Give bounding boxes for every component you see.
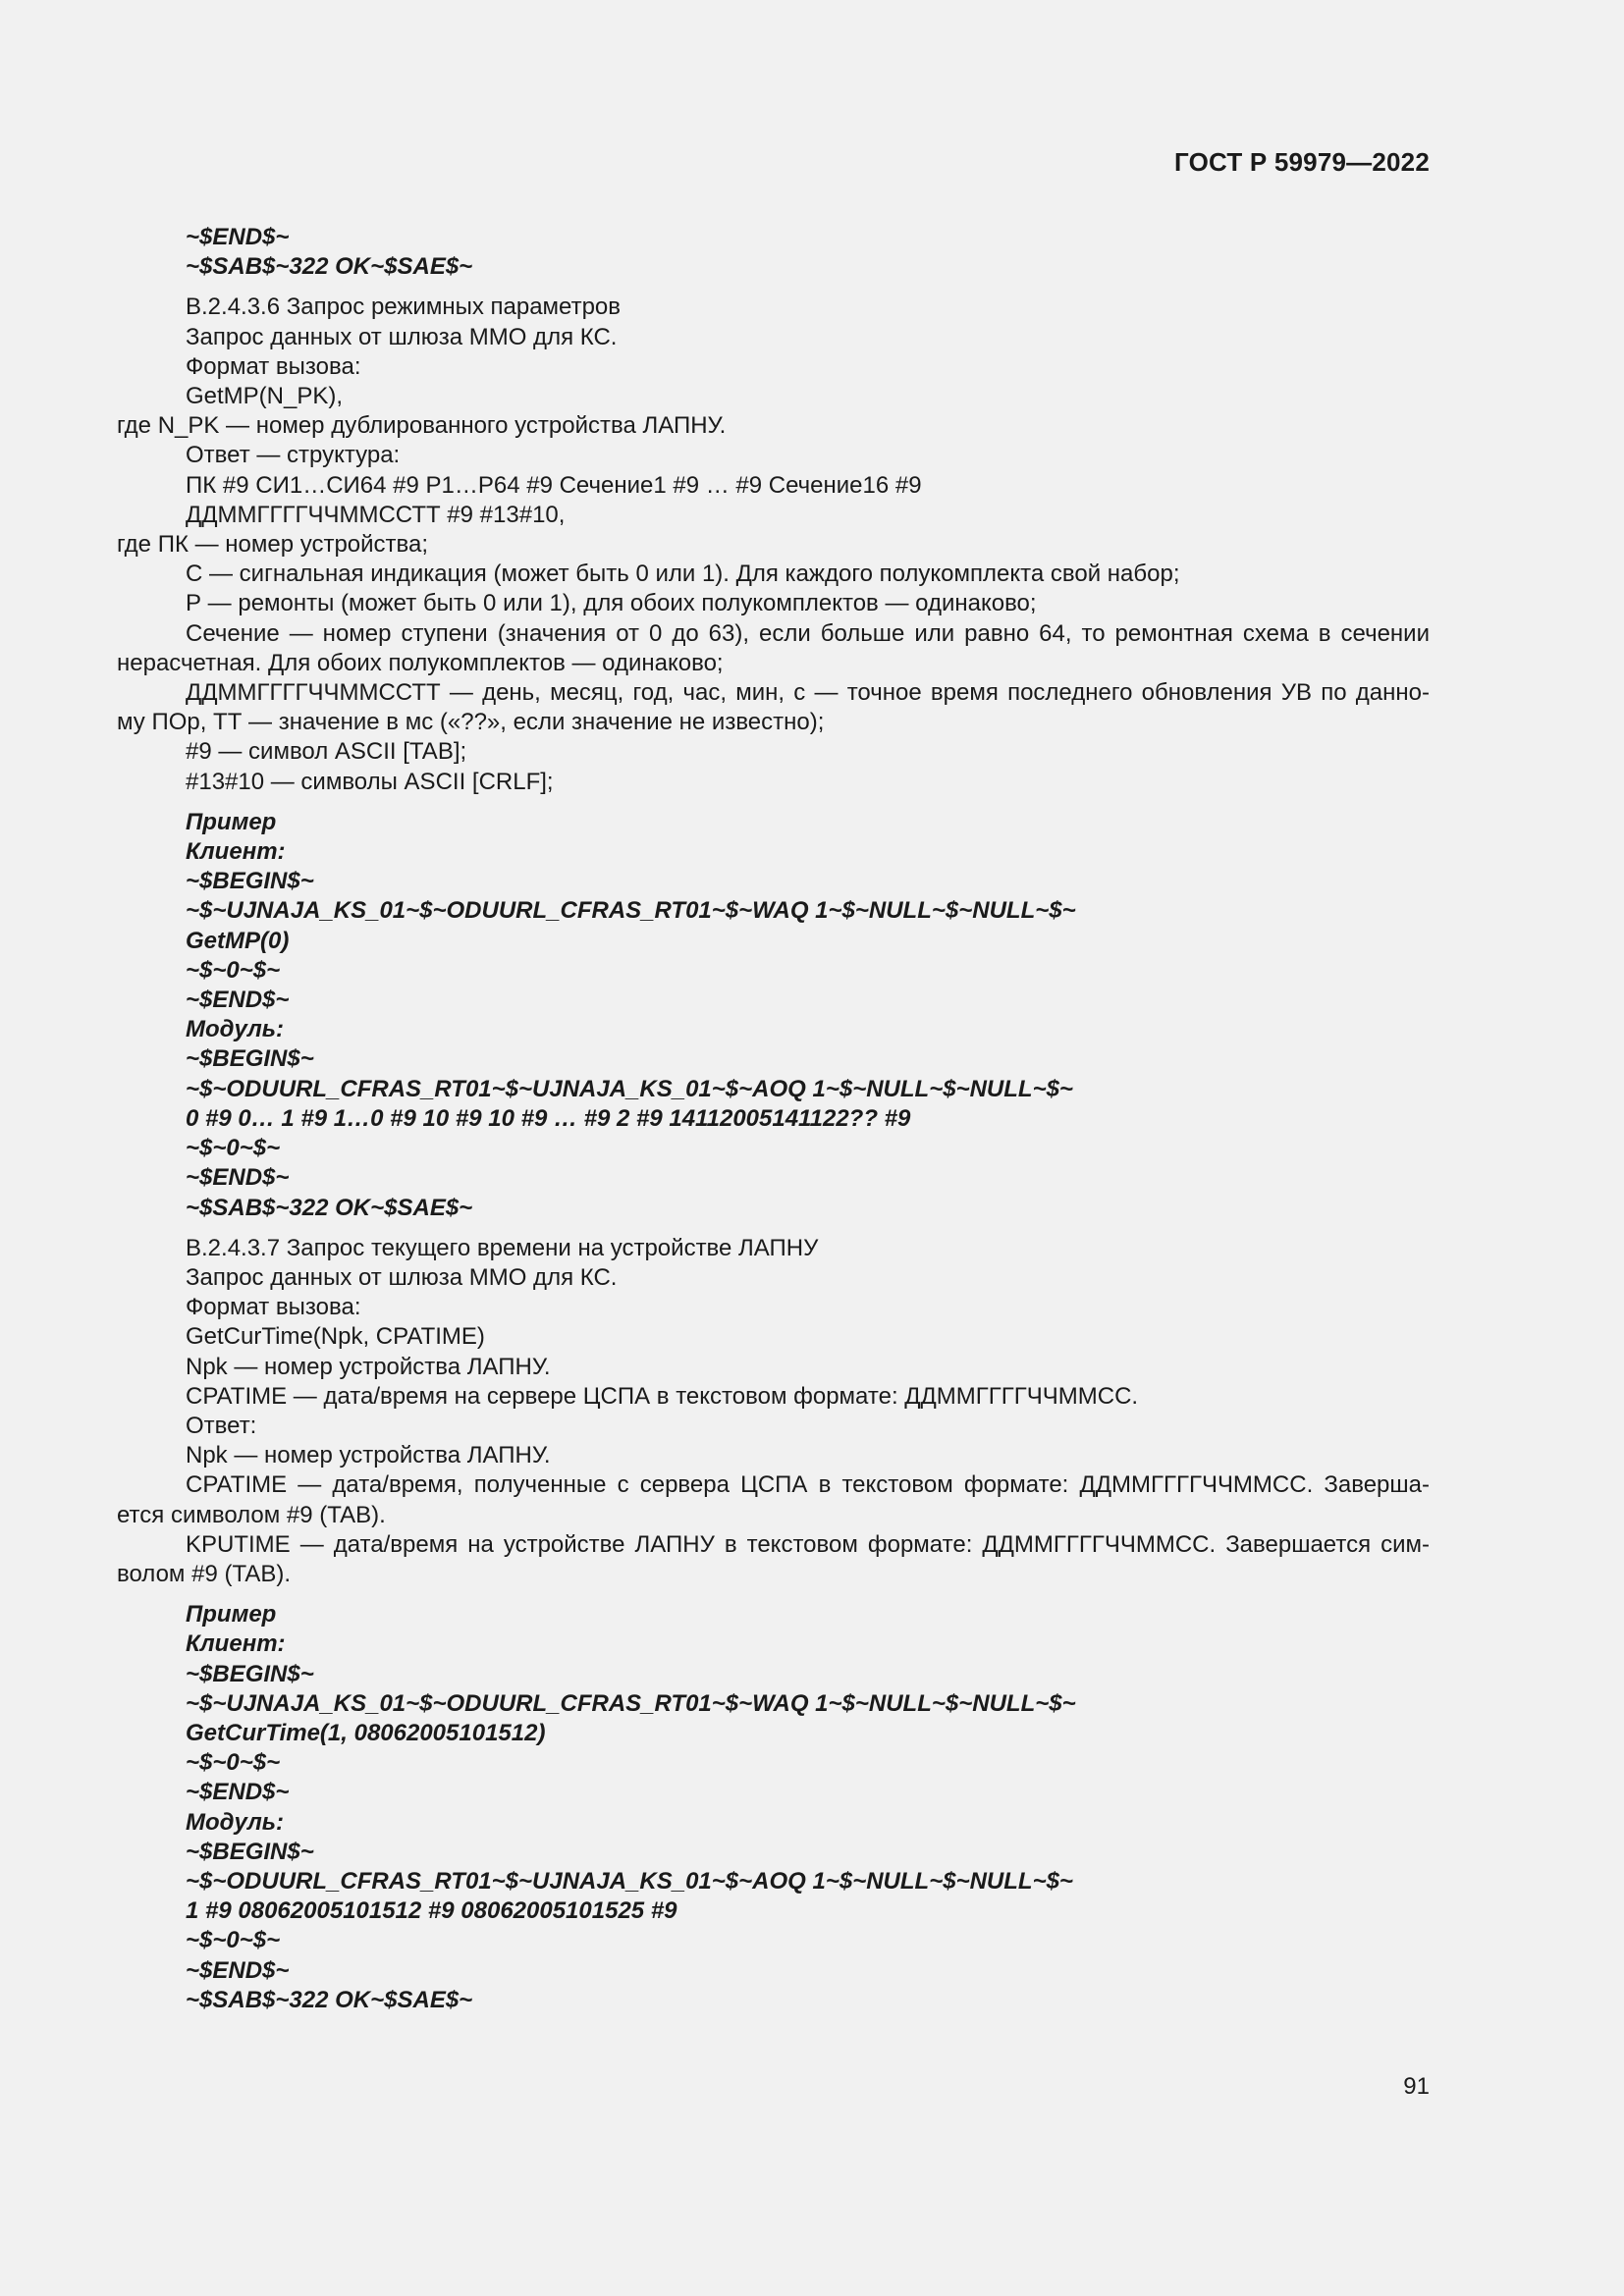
example-code-line: ~$END$~ xyxy=(186,1779,290,1806)
example-code-line: ~$~0~$~ xyxy=(186,1749,281,1777)
example-code-line: Пример xyxy=(186,808,277,835)
text-line: KPUTIME — дата/время на устройстве ЛАПНУ в текстовом формате: ДДММГГГГЧЧММСС. Завершается сим- xyxy=(186,1530,1430,1558)
example-code-line: ~$END$~ xyxy=(186,1164,290,1192)
text-line: Ответ — структура: xyxy=(186,442,401,469)
example-code-line: ~$BEGIN$~ xyxy=(186,1838,314,1865)
text-line: му ПОр, ТТ — значение в мс («??», если значение не известно); xyxy=(117,709,825,736)
text-line: CPATIME — дата/время, полученные с сервера ЦСПА в текстовом формате: ДДММГГГГЧЧММСС. Заверша- xyxy=(186,1471,1430,1499)
example-code-line: GetMP(0) xyxy=(186,927,290,954)
example-code-line: ~$END$~ xyxy=(186,224,290,250)
example-code-line: GetCurTime(1, 08062005101512) xyxy=(186,1719,546,1746)
example-code-line: 1 #9 08062005101512 #9 08062005101525 #9 xyxy=(186,1897,677,1925)
text-line: Запрос данных от шлюза ММО для КС. xyxy=(186,323,618,350)
text-line: #13#10 — символы ASCII [CRLF]; xyxy=(186,768,554,795)
text-line: Ответ: xyxy=(186,1412,257,1439)
example-code-line: Клиент: xyxy=(186,1630,286,1658)
paragraph-gap xyxy=(117,282,1430,293)
example-code-line: Клиент: xyxy=(186,838,286,866)
text-line: Формат вызова: xyxy=(186,1294,361,1321)
example-code-line: Пример xyxy=(186,1601,277,1629)
example-code-line: ~$END$~ xyxy=(186,1956,290,1984)
text-line: #9 — символ ASCII [TAB]; xyxy=(186,738,467,766)
example-code-line: ~$SAB$~322 OK~$SAE$~ xyxy=(186,253,473,281)
text-line: где N_PK — номер дублированного устройства ЛАПНУ. xyxy=(117,412,727,440)
example-code-line: ~$~0~$~ xyxy=(186,1927,281,1954)
text-line: ПК #9 СИ1…СИ64 #9 Р1…Р64 #9 Сечение1 #9 … #9 Сечение16 #9 xyxy=(186,471,922,499)
example-code-line: ~$SAB$~322 OK~$SAE$~ xyxy=(186,1986,473,2013)
text-line: Р — ремонты (может быть 0 или 1), для обоих полукомплектов — одинаково; xyxy=(186,590,1037,617)
page-number: 91 xyxy=(1403,2073,1430,2100)
example-code-line: 0 #9 0… 1 #9 1…0 #9 10 #9 10 #9 … #9 2 #9 14112005141122?? #9 xyxy=(186,1104,911,1132)
example-code-line: ~$~0~$~ xyxy=(186,956,281,984)
text-line: GetCurTime(Npk, CPATIME) xyxy=(186,1323,485,1351)
page-body xyxy=(117,223,1430,2015)
example-code-line: ~$END$~ xyxy=(186,987,290,1014)
example-code-line: ~$BEGIN$~ xyxy=(186,1045,314,1073)
text-line: CPATIME — дата/время на сервере ЦСПА в текстовом формате: ДДММГГГГЧЧММСС. xyxy=(186,1382,1139,1410)
document-header: ГОСТ Р 59979—2022 xyxy=(1174,147,1430,177)
text-line: Npk — номер устройства ЛАПНУ. xyxy=(186,1353,551,1380)
text-line: Npk — номер устройства ЛАПНУ. xyxy=(186,1442,551,1469)
text-line: Формат вызова: xyxy=(186,352,361,380)
example-code-line: ~$~ODUURL_CFRAS_RT01~$~UJNAJA_KS_01~$~AOQ 1~$~NULL~$~NULL~$~ xyxy=(186,1867,1073,1895)
example-code-line: ~$SAB$~322 OK~$SAE$~ xyxy=(186,1194,473,1221)
text-line: волом #9 (TAB). xyxy=(117,1560,291,1587)
paragraph-gap xyxy=(117,1223,1430,1234)
text-line: С — сигнальная индикация (может быть 0 или 1). Для каждого полукомплекта свой набор; xyxy=(186,561,1180,588)
example-code-line: ~$~ODUURL_CFRAS_RT01~$~UJNAJA_KS_01~$~AOQ 1~$~NULL~$~NULL~$~ xyxy=(186,1075,1073,1102)
text-line: В.2.4.3.7 Запрос текущего времени на устройстве ЛАПНУ xyxy=(186,1234,819,1261)
text-line: ДДММГГГГЧЧММССТТ — день, месяц, год, час, мин, с — точное время последнего обновления УВ по данно- xyxy=(186,679,1430,707)
text-line: где ПК — номер устройства; xyxy=(117,531,429,559)
paragraph-gap xyxy=(117,1589,1430,1600)
example-code-line: ~$~0~$~ xyxy=(186,1135,281,1162)
example-code-line: ~$~UJNAJA_KS_01~$~ODUURL_CFRAS_RT01~$~WAQ 1~$~NULL~$~NULL~$~ xyxy=(186,1689,1076,1717)
text-line: GetMP(N_PK), xyxy=(186,383,344,410)
text-line: ется символом #9 (TAB). xyxy=(117,1501,386,1528)
example-code-line: ~$BEGIN$~ xyxy=(186,1660,314,1687)
example-code-line: Модуль: xyxy=(186,1016,285,1043)
text-line: Сечение — номер ступени (значения от 0 до 63), если больше или равно 64, то ремонтная схема в сечении xyxy=(186,619,1430,647)
text-line: Запрос данных от шлюза ММО для КС. xyxy=(186,1263,618,1291)
example-code-line: Модуль: xyxy=(186,1808,285,1836)
text-line: В.2.4.3.6 Запрос режимных параметров xyxy=(186,294,622,321)
text-line: нерасчетная. Для обоих полукомплектов — одинаково; xyxy=(117,649,724,676)
text-line: ДДММГГГГЧЧММССТТ #9 #13#10, xyxy=(186,501,566,528)
paragraph-gap xyxy=(117,797,1430,808)
example-code-line: ~$~UJNAJA_KS_01~$~ODUURL_CFRAS_RT01~$~WAQ 1~$~NULL~$~NULL~$~ xyxy=(186,897,1076,925)
example-code-line: ~$BEGIN$~ xyxy=(186,868,314,895)
